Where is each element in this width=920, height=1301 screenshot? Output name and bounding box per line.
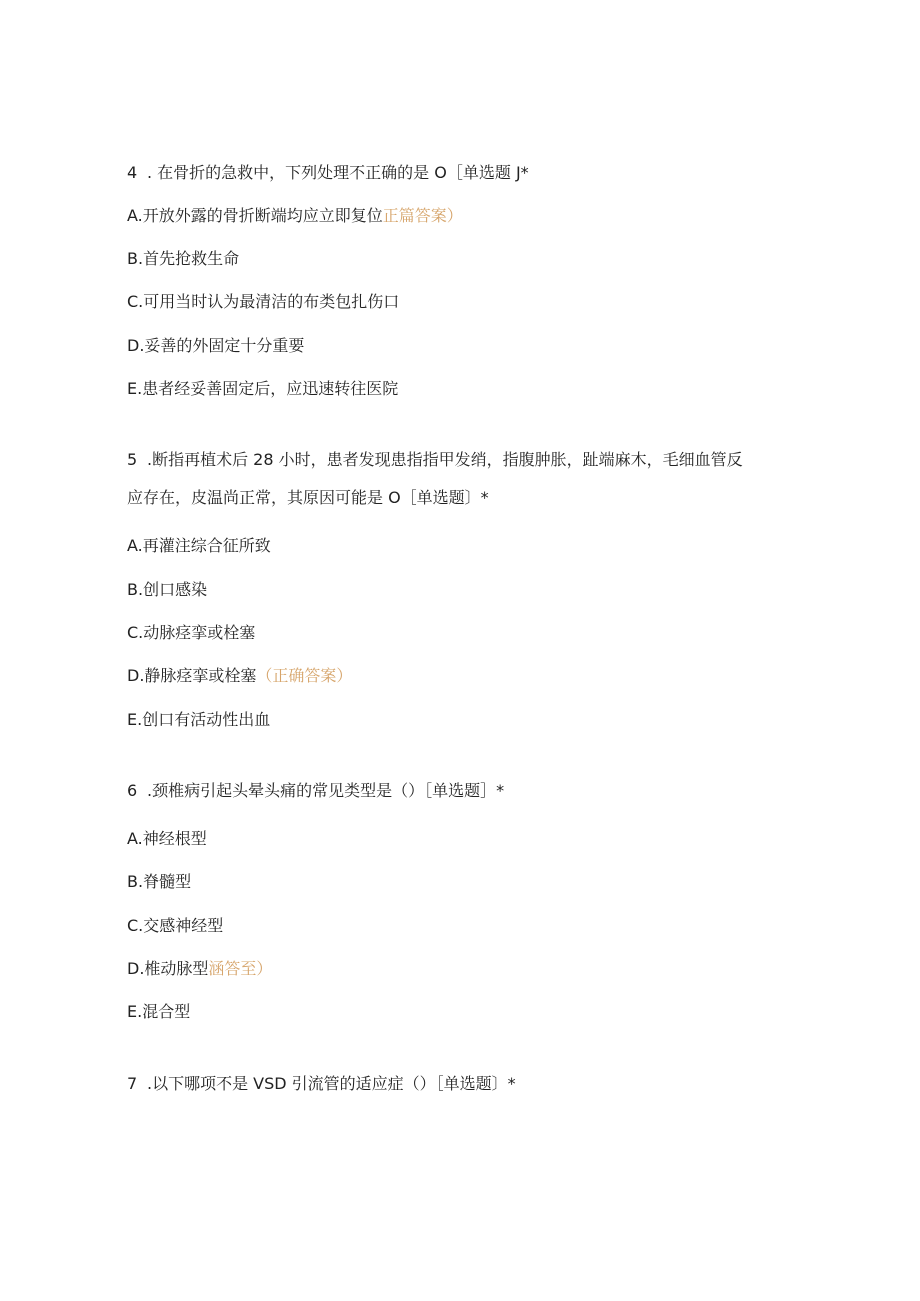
- q4-option-d: [127, 335, 304, 357]
- q5-option-d: [127, 665, 352, 687]
- option-text: E.患者经妥善固定后，应迅速转往医院: [127, 379, 399, 398]
- option-text: E.创口有活动性出血: [127, 710, 271, 729]
- question-number: 5: [127, 450, 138, 469]
- question-stem-text: . 在骨折的急救中，下列处理不正确的是 O［单选题 J*: [147, 163, 529, 182]
- q5-option-e: [127, 709, 270, 731]
- q6-option-d: [127, 958, 272, 980]
- option-text: D.椎动脉型: [127, 959, 209, 978]
- question-stem-text: .以下哪项不是 VSD 引流管的适应症（）［单选题〕*: [147, 1074, 516, 1093]
- q6-option-e: [127, 1001, 190, 1023]
- question-6-stem: [127, 780, 504, 802]
- option-text: C.动脉痉挛或栓塞: [127, 623, 256, 642]
- option-text: D.妥善的外固定十分重要: [127, 336, 305, 355]
- option-text: B.脊髓型: [127, 872, 192, 891]
- question-stem-text: .颈椎病引起头晕头痛的常见类型是（）［单选题］*: [147, 781, 505, 800]
- option-text: A.神经根型: [127, 829, 207, 848]
- question-number: 4: [127, 163, 138, 182]
- question-number: 6: [127, 781, 138, 800]
- q6-option-a: [127, 828, 207, 850]
- q5-option-b: [127, 579, 207, 601]
- q4-option-e: [127, 378, 398, 400]
- q4-option-b: [127, 248, 239, 270]
- question-4-stem: [127, 162, 529, 184]
- correct-answer-marker: 正篇答案）: [382, 206, 463, 225]
- q5-option-a: [127, 535, 271, 557]
- question-5-stem: [127, 449, 743, 471]
- option-text: A.开放外露的骨折断端均应立即复位: [127, 206, 383, 225]
- question-number: 7: [127, 1074, 138, 1093]
- option-text: C.交感神经型: [127, 916, 224, 935]
- question-7-stem: [127, 1073, 516, 1095]
- correct-answer-marker: 涵答至）: [208, 959, 273, 978]
- q4-option-c: [127, 291, 399, 313]
- option-text: B.创口感染: [127, 580, 208, 599]
- q5-option-c: [127, 622, 255, 644]
- q6-option-b: [127, 871, 191, 893]
- q4-option-a: [127, 205, 463, 227]
- question-stem-text: .断指再植术后 28 小时，患者发现患指指甲发绡，指腹肿胀，趾端麻木，毛细血管反: [147, 450, 743, 469]
- question-stem-text: 应存在，皮温尚正常，其原因可能是 O［单选题〕*: [127, 488, 489, 507]
- correct-answer-marker: （正确答案）: [256, 666, 353, 685]
- option-text: A.再灌注综合征所致: [127, 536, 271, 555]
- option-text: D.静脉痉挛或栓塞: [127, 666, 257, 685]
- option-text: E.混合型: [127, 1002, 191, 1021]
- question-5-stem-cont: [127, 487, 489, 509]
- q6-option-c: [127, 915, 223, 937]
- option-text: B.首先抢救生命: [127, 249, 240, 268]
- option-text: C.可用当时认为最清洁的布类包扎伤口: [127, 292, 400, 311]
